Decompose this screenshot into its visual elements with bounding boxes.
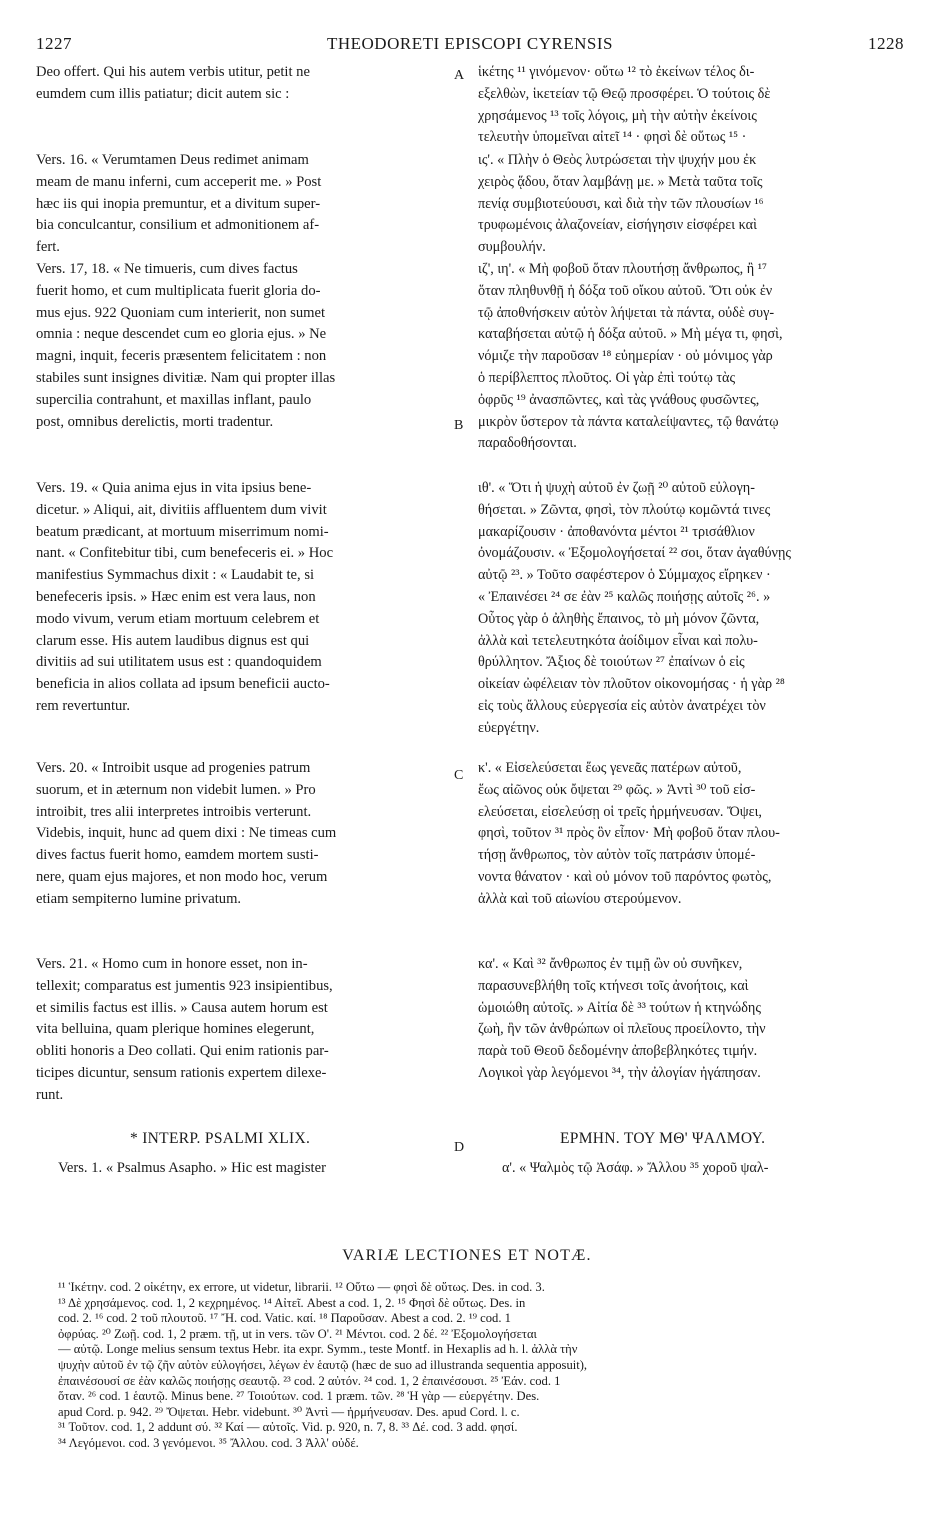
latin-line: introibit, tres alii interpretes introibis verterunt. bbox=[36, 803, 312, 820]
latin-line: et similis factus est illis. » Causa autem horum est bbox=[36, 999, 328, 1016]
latin-line: Vers. 17, 18. « Ne timueris, cum dives factus bbox=[36, 261, 298, 277]
greek-line: τήσῃ ἄνθρωπος, τὸν αὐτὸν τοῖς πατράσιν ὑπομέ- bbox=[478, 847, 756, 864]
greek-verse-16 bbox=[478, 150, 903, 259]
greek-line: ἱκέτης ¹¹ γινόμενον· οὕτω ¹² τὸ ἐκείνων τέλος δι- bbox=[478, 64, 755, 80]
latin-line: Videbis, inquit, hunc ad quem dixi : Ne timeas cum bbox=[36, 825, 337, 842]
greek-line: εὐεργέτην. bbox=[478, 719, 540, 736]
latin-line: suorum, et in æternum non videbit lumen. » Pro bbox=[36, 781, 316, 798]
greek-line: ὀνομάζουσιν. « Ἐξομολογήσεταί ²² σοι, ὅταν ἀγαθύνῃς bbox=[478, 545, 791, 562]
greek-line: θρύλλητον. Ἄξιος δὲ τοιούτων ²⁷ ἐπαίνων ὁ εἰς bbox=[478, 654, 745, 671]
latin-line: fuerit homo, et cum multiplicata fuerit gloria do- bbox=[36, 282, 321, 299]
greek-verse-1: α'. « Ψαλμὸς τῷ Ἀσάφ. » Ἄλλου ³⁵ χοροῦ ψαλ- bbox=[502, 1160, 769, 1176]
latin-verse-20 bbox=[36, 758, 460, 911]
latin-line: clarum esse. His autem laudibus dignus est qui bbox=[36, 632, 310, 649]
greek-verse-21 bbox=[478, 954, 903, 1085]
greek-line: νοντα θάνατον · καὶ οὐ μόνον τοῦ παρόντος φωτὸς, bbox=[478, 868, 772, 885]
greek-line: πενίᾳ συμβιοτεύουσι, καὶ διὰ τὴν τῶν πλουσίων ¹⁶ bbox=[478, 195, 764, 212]
latin-line: bia conculcantur, consilium et admonitionem af- bbox=[36, 217, 320, 234]
greek-line: χειρὸς ᾅδου, ὅταν λαμβάνῃ με. » Μετὰ ταῦτα τοῖς bbox=[478, 173, 763, 190]
running-title: THEODORETI EPISCOPI CYRENSIS bbox=[326, 34, 614, 53]
latin-verse-21 bbox=[36, 954, 460, 1107]
greek-line: ιθ'. « Ὅτι ἡ ψυχὴ αὐτοῦ ἐν ζωῇ ²⁰ αὐτοῦ εὐλογη- bbox=[478, 480, 755, 496]
latin-verse-19 bbox=[36, 478, 460, 718]
greek-line: παραδοθήσονται. bbox=[478, 435, 577, 452]
footnote-line: apud Cord. p. 942. ²⁹ Ὄψεται. Hebr. videbunt. ³⁰ Ἀντὶ — ἡρμήνευσαν. Des. apud Cord. l. c. bbox=[58, 1404, 520, 1419]
greek-verse-17 bbox=[478, 259, 903, 455]
latin-line: fert. bbox=[36, 239, 60, 256]
footnote-line: cod. 2. ¹⁶ cod. 2 τοῦ πλουτοῦ. ¹⁷ Ἤ. cod. Vatic. καί. ¹⁸ Παροῦσαν. Abest a cod. 2. ¹⁹ cod. 1 bbox=[58, 1311, 511, 1326]
greek-line: χρησάμενος ¹³ τοῖς λόγοις, μὴ τὴν αὐτὴν ἐκείνοις bbox=[478, 107, 757, 124]
greek-line: ζωὴ, ἣν τῶν ἀνθρώπων οἱ πλεῖους προείλοντο, τὴν bbox=[478, 1021, 766, 1038]
greek-verse-19 bbox=[478, 478, 903, 740]
latin-line: omnia : neque descendet cum eo gloria ejus. » Ne bbox=[36, 326, 327, 343]
latin-intro bbox=[36, 62, 460, 106]
latin-line: dives factus fuerit homo, eamdem mortem susti- bbox=[36, 847, 319, 864]
footnote-line: ἐπαινέσουσί σε ἐὰν καλῶς ποιήσῃς σεαυτῷ. ²³ cod. 2 αὐτόν. ²⁴ cod. 1, 2 ἐπαινέσουσι. ²⁵ Ἐάν. cod. 1 bbox=[58, 1373, 561, 1388]
greek-line: ὡμοιώθη αὐτοῖς. » Αἰτία δὲ ³³ τούτων ἡ κτηνώδης bbox=[478, 999, 761, 1016]
latin-line: divitiis ad sui utilitatem usus est : quandoquidem bbox=[36, 654, 322, 671]
greek-line: « Ἐπαινέσει ²⁴ σε ἐὰν ²⁵ καλῶς ποιήσῃς αὐτοῖς ²⁶. » bbox=[478, 588, 771, 605]
left-page-number: 1227 bbox=[36, 34, 72, 53]
latin-verse-16 bbox=[36, 150, 460, 259]
latin-interpretation-title: * INTERP. PSALMI XLIX. bbox=[130, 1130, 311, 1147]
latin-line: magni, inquit, feceris præsentem felicitatem : non bbox=[36, 348, 327, 365]
margin-marker-a: A bbox=[454, 68, 465, 83]
greek-line: ις'. « Πλὴν ὁ Θεὸς λυτρώσεται τὴν ψυχήν μου ἐκ bbox=[478, 152, 757, 168]
latin-line: meam de manu inferni, cum acceperit me. » Post bbox=[36, 173, 322, 190]
margin-marker-b: B bbox=[454, 418, 464, 433]
greek-line: τελευτὴν ὑπομεῖναι αἰτεῖ ¹⁴ · φησὶ δὲ οὕτως ¹⁵ · bbox=[478, 129, 747, 146]
latin-line: Deo offert. Qui his autem verbis utitur, petit ne bbox=[36, 64, 310, 80]
greek-line: ἀλλὰ καὶ τετελευτηκότα ἀοίδιμον εἶναι καὶ πολυ- bbox=[478, 632, 758, 649]
greek-line: ἀλλὰ καὶ τοῦ αἰωνίου στερούμενον. bbox=[478, 890, 682, 907]
footnote-line: ὀφρύας. ²⁰ Ζωῇ. cod. 1, 2 præm. τῇ, ut in vers. τῶν Ο'. ²¹ Μέντοι. cod. 2 δέ. ²² Ἐξομολογήσεται bbox=[58, 1326, 537, 1341]
latin-line: runt. bbox=[36, 1086, 64, 1103]
latin-line: beneficia in alios collata ad ipsum beneficii aucto- bbox=[36, 676, 330, 693]
latin-line: dicetur. » Aliqui, ait, divitiis affluentem dum vivit bbox=[36, 501, 327, 518]
greek-verse-20 bbox=[478, 758, 903, 911]
greek-line: ὁ περίβλεπτος πλοῦτος. Οἱ γὰρ ἐπὶ τούτῳ τὰς bbox=[478, 369, 736, 386]
latin-verse-1: Vers. 1. « Psalmus Asapho. » Hic est magister bbox=[58, 1160, 326, 1176]
latin-line: etiam sempiterno lumine privatum. bbox=[36, 890, 242, 907]
latin-line: post, omnibus derelictis, morti tradentur. bbox=[36, 413, 274, 430]
latin-line: stabiles sunt insignes divitiæ. Nam qui propter illas bbox=[36, 369, 336, 386]
greek-line: φησὶ, τοῦτον ³¹ πρὸς ὃν εἶπον· Μὴ φοβοῦ ὅταν πλου- bbox=[478, 825, 780, 842]
greek-line: εἰς τοὺς ἄλλους εὐεργεσία εἰς αὐτὸν ἀνατρέχει τὸν bbox=[478, 697, 766, 714]
footnote-line: — αὐτῷ. Longe melius sensum textus Hebr. ita expr. Symm., teste Montf. in Hexaplis ad h. l. ἀλλὰ τὴν bbox=[58, 1342, 578, 1357]
greek-line: κα'. « Καὶ ³² ἄνθρωπος ἐν τιμῇ ὢν οὐ συνῆκεν, bbox=[478, 956, 743, 972]
latin-line: modo vivum, verum etiam mortuum celebrem et bbox=[36, 610, 320, 627]
greek-line: Οὗτος γὰρ ὁ ἀληθὴς ἔπαινος, τὸ μὴ μόνον ζῶντα, bbox=[478, 610, 760, 627]
latin-line: beatum prædicant, at mortuum miserrimum nomi- bbox=[36, 523, 329, 540]
latin-line: nant. « Confitebitur tibi, cum benefeceris ei. » Hoc bbox=[36, 545, 334, 562]
greek-line: συμβουλήν. bbox=[478, 239, 546, 256]
latin-line: mus ejus. 922 Quoniam cum interierit, non sumet bbox=[36, 304, 325, 321]
greek-line: καταβήσεται αὐτῷ ἡ δόξα αὐτοῦ. » Μὴ μέγα τι, φησὶ, bbox=[478, 326, 783, 343]
latin-line: nere, quam ejus majores, et non modo hoc, verum bbox=[36, 868, 328, 885]
latin-line: rem revertuntur. bbox=[36, 697, 131, 714]
margin-marker-c: C bbox=[454, 768, 464, 783]
footnote-line: ψυχὴν αὐτοῦ ἐν τῷ ζῆν αὐτὸν εὐλογήσει, λέγων ἐν ἑαυτῷ (hæc de suo ad illustranda sequentia apposuit), bbox=[58, 1357, 588, 1372]
greek-line: οἰκείαν ὠφέλειαν τὸν πλοῦτον οἰκονομήσας · ἡ γὰρ ²⁸ bbox=[478, 676, 785, 693]
greek-line: τρυφωμένοις ἀλαζονείαν, εἰσήγησιν εἰσφέρει καὶ bbox=[478, 217, 757, 234]
greek-line: θήσεται. » Ζῶντα, φησὶ, τὸν πλούτῳ κομῶντά τινες bbox=[478, 501, 771, 518]
greek-line: νόμιζε τὴν παροῦσαν ¹⁸ εὐημερίαν · οὐ μόνιμος γὰρ bbox=[478, 348, 773, 365]
latin-line: hæc iis qui inopia premuntur, et a divitum super- bbox=[36, 195, 321, 212]
latin-line: vita belluina, quam plerique homines elegerunt, bbox=[36, 1021, 315, 1038]
footnote-line: ¹¹ Ἱκέτην. cod. 2 οἰκέτην, ex errore, ut videtur, librarii. ¹² Οὕτω — φησὶ δὲ οὕτως. Des. in cod. 3. bbox=[58, 1280, 545, 1294]
latin-line: Vers. 20. « Introibit usque ad progenies patrum bbox=[36, 760, 311, 776]
latin-verse-17 bbox=[36, 259, 460, 433]
greek-line: ἕως αἰῶνος οὐκ ὄψεται ²⁹ φῶς. » Ἀντὶ ³⁰ τοῦ εἰσ- bbox=[478, 781, 756, 798]
latin-line: Vers. 16. « Verumtamen Deus redimet animam bbox=[36, 152, 309, 168]
footnote-line: ³¹ Τοῦτον. cod. 1, 2 addunt σύ. ³² Καί — αὐτοῖς. Vid. p. 920, n. 7, 8. ³³ Δέ. cod. 3 add. φησί. bbox=[58, 1420, 518, 1435]
right-page-number: 1228 bbox=[868, 34, 904, 53]
latin-line: Vers. 19. « Quia anima ejus in vita ipsius bene- bbox=[36, 480, 312, 496]
footnote-line: ³⁴ Λεγόμενοι. cod. 3 γενόμενοι. ³⁵ Ἄλλου. cod. 3 Ἀλλ' οὐδέ. bbox=[58, 1435, 359, 1450]
footnote-line: ¹³ Δὲ χρησάμενος. cod. 1, 2 κεχρημένος. ¹⁴ Αἰτεῖ. Abest a cod. 1, 2. ¹⁵ Φησὶ δὲ οὕτως. Des. in bbox=[58, 1295, 526, 1310]
greek-intro bbox=[478, 62, 903, 149]
latin-line: benefeceris ipsis. » Hæc enim est vera laus, non bbox=[36, 588, 316, 605]
greek-line: Λογικοὶ γὰρ λεγόμενοι ³⁴, τὴν ἀλογίαν ἠγάπησαν. bbox=[478, 1064, 761, 1081]
greek-line: παρὰ τοῦ Θεοῦ δεδομένην ἀποβεβληκότες τιμήν. bbox=[478, 1043, 758, 1060]
page-header bbox=[36, 34, 904, 60]
greek-line: παρασυνεβλήθη τοῖς κτήνεσι τοῖς ἀνοήτοις, καὶ bbox=[478, 977, 749, 994]
greek-line: ὀφρῦς ¹⁹ ἀνασπῶντες, καὶ τὰς γνάθους φυσῶντες, bbox=[478, 391, 760, 408]
latin-line: ticipes dicuntur, sensum rationis expertem dilexe- bbox=[36, 1064, 327, 1081]
greek-line: αὐτῷ ²³. » Τοῦτο σαφέστερον ὁ Σύμμαχος εἴρηκεν · bbox=[478, 567, 771, 584]
footnotes bbox=[58, 1280, 898, 1452]
greek-line: μικρὸν ὕστερον τὰ πάντα καταλείψαντες, τῷ θανάτῳ bbox=[478, 413, 779, 430]
margin-marker-d: D bbox=[454, 1140, 465, 1155]
latin-line: supercilia contrahunt, et maxillas inflant, paulo bbox=[36, 391, 312, 408]
latin-line: eumdem cum illis patiatur; dicit autem sic : bbox=[36, 85, 290, 102]
greek-line: κ'. « Εἰσελεύσεται ἕως γενεᾶς πατέρων αὐτοῦ, bbox=[478, 760, 742, 776]
footnote-line: ὅταν. ²⁶ cod. 1 ἑαυτῷ. Minus bene. ²⁷ Τοιούτων. cod. 1 præm. τῶν. ²⁸ Ἡ γὰρ — εὐεργέτην. Des. bbox=[58, 1389, 540, 1404]
greek-line: ελεύσεται, εἰσελεύσῃ οἱ τρεῖς ἡρμήνευσαν. Ὄψει, bbox=[478, 803, 762, 820]
greek-line: ὅταν πληθυνθῇ ἡ δόξα τοῦ οἴκου αὐτοῦ. Ὅτι οὐκ ἐν bbox=[478, 282, 773, 299]
latin-line: Vers. 21. « Homo cum in honore esset, non in- bbox=[36, 956, 308, 972]
latin-line: tellexit; comparatus est jumentis 923 insipientibus, bbox=[36, 977, 333, 994]
greek-line: τῷ ἀποθνήσκειν αὐτὸν λήψεται τὰ πάντα, οὐδὲ συγ- bbox=[478, 304, 775, 321]
latin-line: obliti honoris a Deo collati. Qui enim rationis par- bbox=[36, 1043, 329, 1060]
notes-title: VARIÆ LECTIONES ET NOTÆ. bbox=[342, 1247, 592, 1264]
greek-line: ιζ', ιη'. « Μὴ φοβοῦ ὅταν πλουτήσῃ ἄνθρωπος, ἢ ¹⁷ bbox=[478, 261, 767, 277]
greek-interpretation-title: ΕΡΜΗΝ. ΤΟΥ ΜΘ' ΨΑΛΜΟΥ. bbox=[560, 1130, 766, 1147]
greek-line: εξελθὼν, ἱκετείαν τῷ Θεῷ προσφέρει. Ὁ τούτοις δὲ bbox=[478, 85, 771, 102]
latin-line: manifestius Symmachus dixit : « Laudabit te, si bbox=[36, 567, 315, 584]
greek-line: μακαρίζουσιν · ἀποθανόντα μέντοι ²¹ τρισάθλιον bbox=[478, 523, 755, 540]
